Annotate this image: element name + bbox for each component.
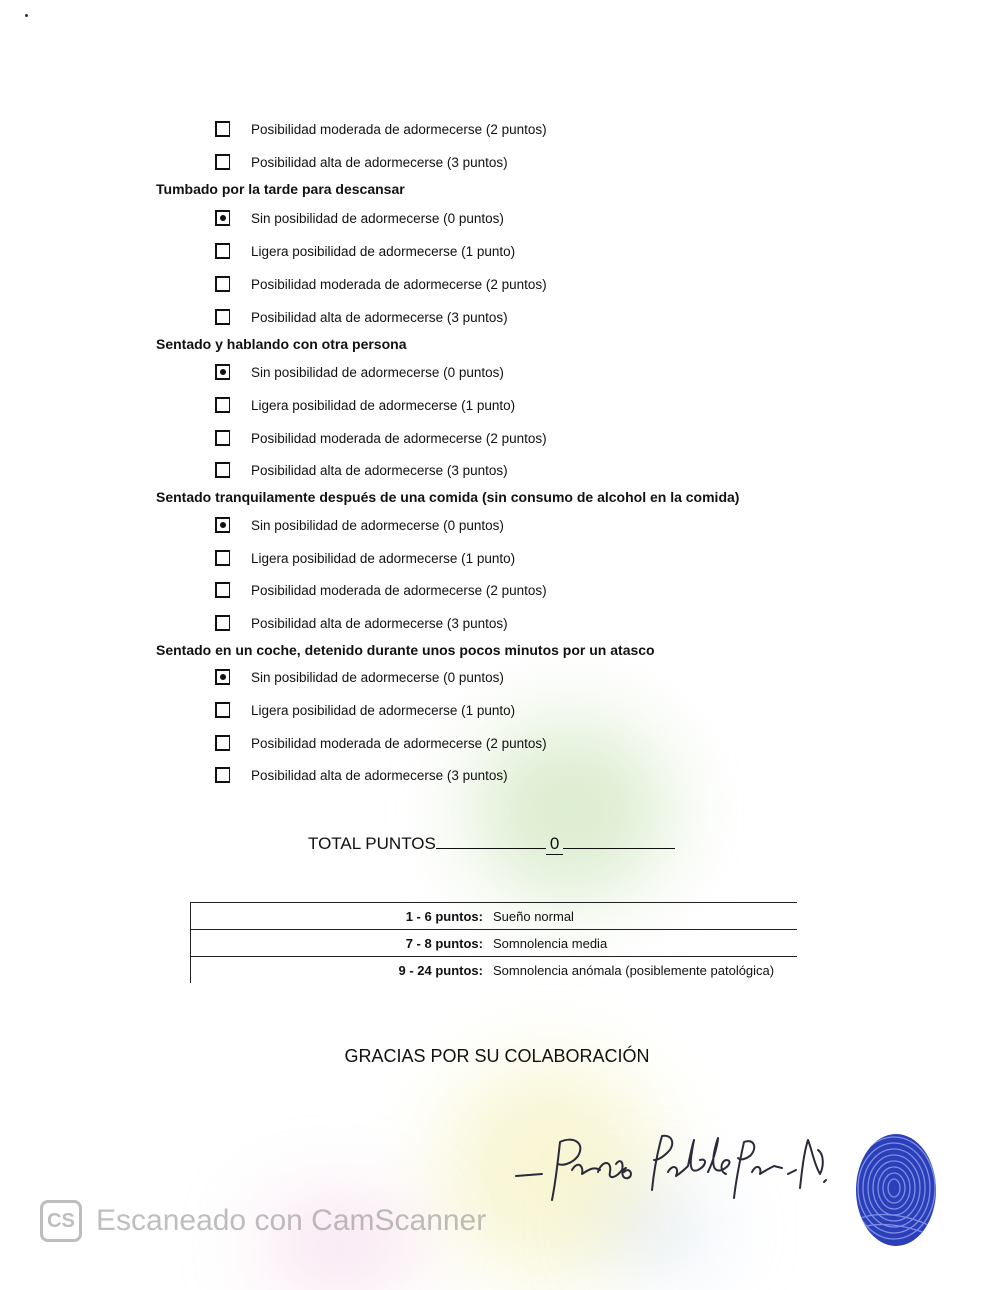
checkbox[interactable]: [215, 309, 230, 325]
checkbox[interactable]: [215, 735, 230, 751]
option-row[interactable]: [215, 207, 504, 229]
checkbox[interactable]: [215, 397, 230, 413]
option-label: Sin posibilidad de adormecerse (0 puntos): [251, 517, 504, 533]
checkbox[interactable]: [215, 243, 230, 259]
legend-row: [191, 956, 797, 983]
option-label: Posibilidad alta de adormecerse (3 puntos): [251, 309, 508, 325]
total-blank-line: [563, 830, 675, 849]
total-blank-line: [436, 830, 546, 849]
checkbox[interactable]: [215, 767, 230, 783]
option-label: Sin posibilidad de adormecerse (0 puntos): [251, 210, 504, 226]
option-row[interactable]: [215, 273, 547, 295]
option-row[interactable]: [215, 394, 515, 416]
option-row[interactable]: [215, 151, 508, 173]
handwritten-signature: [512, 1130, 832, 1210]
option-row[interactable]: [215, 732, 547, 754]
checkbox[interactable]: [215, 550, 230, 566]
checkbox[interactable]: [215, 121, 230, 137]
option-row[interactable]: [215, 361, 504, 383]
legend-range: 7 - 8 puntos:: [405, 935, 483, 951]
option-row[interactable]: [215, 240, 515, 262]
legend-description: Somnolencia anómala (posiblemente patológica): [493, 962, 775, 978]
option-label: Posibilidad alta de adormecerse (3 puntos): [251, 767, 508, 783]
section-title: Sentado y hablando con otra persona: [156, 336, 407, 352]
camscanner-watermark: [40, 1200, 486, 1242]
checkbox[interactable]: [215, 276, 230, 292]
checkbox[interactable]: [215, 582, 230, 598]
option-row[interactable]: [215, 459, 508, 481]
legend-range: 1 - 6 puntos:: [405, 908, 483, 924]
checkbox[interactable]: [215, 154, 230, 170]
section-title: Tumbado por la tarde para descansar: [156, 181, 405, 197]
option-label: Posibilidad moderada de adormecerse (2 puntos): [251, 430, 547, 446]
option-label: Ligera posibilidad de adormecerse (1 punto): [251, 243, 516, 259]
option-label: Ligera posibilidad de adormecerse (1 punto): [251, 397, 516, 413]
option-row[interactable]: [215, 764, 508, 786]
option-row[interactable]: [215, 306, 508, 328]
option-row[interactable]: [215, 514, 504, 536]
checkbox[interactable]: [215, 364, 230, 380]
checkbox[interactable]: [215, 517, 230, 533]
total-label: TOTAL PUNTOS: [308, 834, 436, 853]
option-label: Sin posibilidad de adormecerse (0 puntos): [251, 669, 504, 685]
watermark-text: Escaneado con CamScanner: [96, 1204, 487, 1237]
option-row[interactable]: [215, 612, 508, 634]
option-row[interactable]: [215, 579, 547, 601]
legend-range: 9 - 24 puntos:: [398, 962, 483, 978]
option-row[interactable]: [215, 666, 504, 688]
option-row[interactable]: [215, 427, 547, 449]
total-points: [308, 830, 675, 855]
checkbox[interactable]: [215, 669, 230, 685]
camscanner-logo-icon: CS: [40, 1200, 82, 1242]
option-label: Posibilidad moderada de adormecerse (2 puntos): [251, 276, 547, 292]
thanks-message: GRACIAS POR SU COLABORACIÓN: [344, 1046, 650, 1066]
option-label: Posibilidad moderada de adormecerse (2 puntos): [251, 582, 547, 598]
option-label: Posibilidad moderada de adormecerse (2 puntos): [251, 121, 547, 137]
score-legend-table: [190, 902, 797, 983]
option-label: Ligera posibilidad de adormecerse (1 punto): [251, 702, 516, 718]
checkbox[interactable]: [215, 430, 230, 446]
checkbox[interactable]: [215, 210, 230, 226]
legend-description: Somnolencia media: [493, 935, 608, 951]
checkbox[interactable]: [215, 702, 230, 718]
fingerprint-stamp: [850, 1130, 942, 1250]
option-label: Posibilidad alta de adormecerse (3 puntos): [251, 462, 508, 478]
option-row[interactable]: [215, 118, 547, 140]
section-title: Sentado en un coche, detenido durante unos pocos minutos por un atasco: [156, 642, 655, 658]
scan-speck: [25, 14, 28, 17]
option-label: Ligera posibilidad de adormecerse (1 punto): [251, 550, 516, 566]
legend-row: [191, 902, 797, 929]
option-row[interactable]: [215, 699, 515, 721]
checkbox[interactable]: [215, 462, 230, 478]
legend-description: Sueño normal: [493, 908, 574, 924]
option-label: Posibilidad moderada de adormecerse (2 puntos): [251, 735, 547, 751]
legend-row: [191, 929, 797, 956]
checkbox[interactable]: [215, 615, 230, 631]
option-row[interactable]: [215, 547, 515, 569]
option-label: Sin posibilidad de adormecerse (0 puntos): [251, 364, 504, 380]
option-label: Posibilidad alta de adormecerse (3 puntos): [251, 154, 508, 170]
section-title: Sentado tranquilamente después de una comida (sin consumo de alcohol en la comida): [156, 489, 740, 505]
option-label: Posibilidad alta de adormecerse (3 puntos): [251, 615, 508, 631]
total-value[interactable]: 0: [546, 834, 563, 855]
